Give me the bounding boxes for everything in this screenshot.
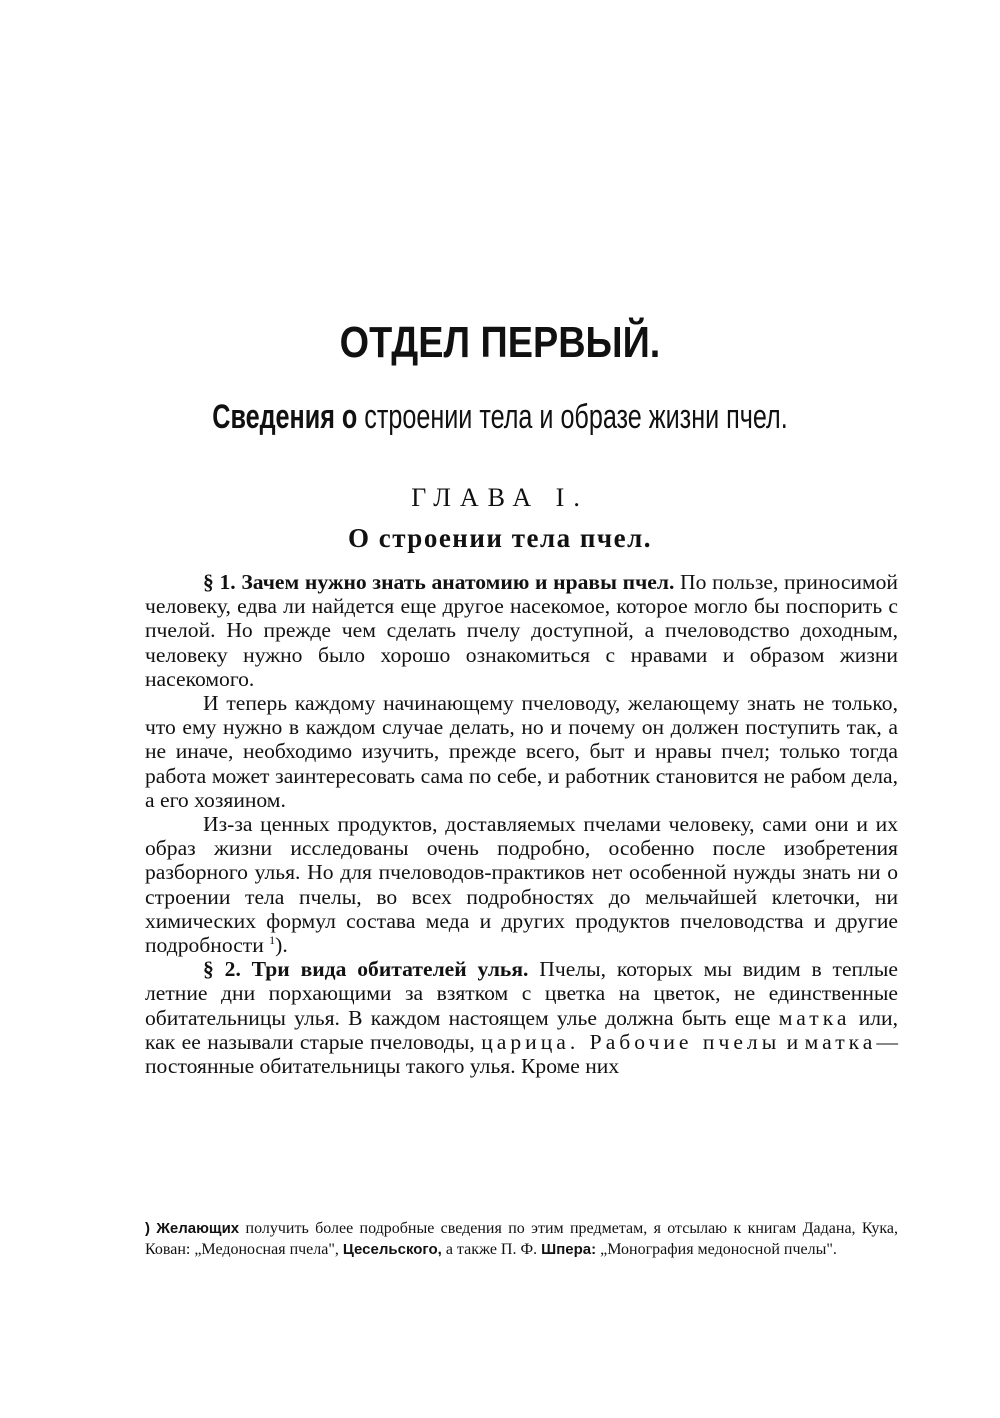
footnote-bold-1: Желающих [156,1220,240,1237]
part-title: ОТДЕЛ ПЕРВЫЙ. [339,318,661,367]
footnote-text-3: „Монография медоносной пчелы". [600,1241,837,1258]
paragraph-4-spaced-1: матка [778,1005,851,1030]
paragraph-2 [145,691,898,812]
footnote-ref: 1 [269,932,276,947]
paragraph-4-text-3: и [786,1029,799,1054]
paragraph-3 [145,812,898,957]
paragraph-4-text-2: или, как ее называли старые пчеловоды, [145,1005,898,1054]
section-1-heading: § 1. Зачем нужно знать анатомию и нравы пчел. [203,570,675,594]
paragraph-4-text-4: — постоянные обитательницы такого улья. Кроме них [145,1029,898,1079]
paragraph-4-text-1: Пчелы, которых мы видим в теплые летние дни порхающими за взятком с цветка на цветок, не единственные обитательницы улья. В каждом настоящем улье должна быть еще [145,957,898,1030]
paragraph-4 [145,957,898,1078]
footnote-text-1: получить более подробные сведения по этим предметам, я отсылаю к книгам Дадана, Кука, Кован: „Медоносная пчела", [145,1220,898,1258]
paragraph-1 [145,570,898,691]
footnote-marker: ) [145,1220,150,1237]
paragraph-3-text: Из-за ценных продуктов, доставляемых пчелами человеку, сами они и их образ жизни исследованы очень подробно, особенно после изобретения разборного улья. Но для пчеловодов-практиков нет особенной нужды знать ни о строении тела пчелы, во всех подробностях до мельчайшей клеточки, ни химических формул состава меда и других продуктов пчеловодства и другие подробности [145,812,898,958]
section-2-heading: § 2. Три вида обитателей улья. [203,957,529,982]
subtitle-bold: Сведения о [212,398,358,436]
footnote [145,1218,898,1260]
footnote-bold-2: Цесельского, [342,1241,442,1258]
part-subtitle [130,398,870,437]
body-text [145,570,898,1078]
paragraph-2-text: И теперь каждому начинающему пчеловоду, желающему знать не только, что ему нужно в каждом случае делать, но и почему он должен поступить так, а не иначе, необходимо изучить, прежде всего, быт и нравы пчел; только тогда работа может заинтересовать сама по себе, и работник становится не рабом дела, а его хозяином. [145,691,898,812]
footnote-text-2: а также П. Ф. [445,1241,538,1258]
chapter-title: О строении тела пчел. [347,523,653,553]
paragraph-4-spaced-3: матка [804,1029,877,1054]
paragraph-4-spaced-2: царица. Рабочие пчелы [481,1029,781,1054]
footnote-bold-3: Шпера: [541,1241,597,1258]
chapter-number: ГЛАВА I. [411,483,589,512]
paragraph-3-end: ). [275,933,288,958]
subtitle-rest: строении тела и образе жизни пчел. [364,398,788,436]
paragraph-1-text: По пользе, приносимой человеку, едва ли найдется еще другое насекомое, которое могло бы поспорить с пчелой. Но прежде чем сделать пчелу доступной, а пчеловодство доходным, человеку нужно было хорошо ознакомиться с нравами и образом жизни насекомого. [145,570,898,691]
